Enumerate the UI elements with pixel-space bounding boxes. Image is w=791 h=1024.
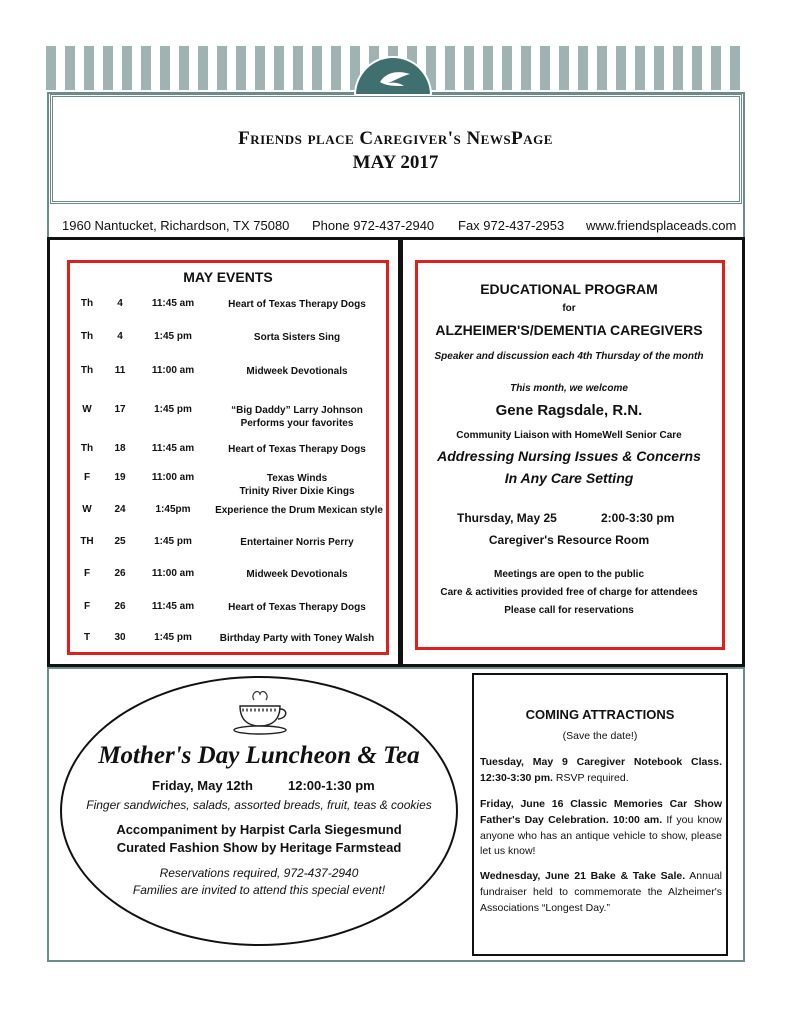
event-day: Th bbox=[80, 365, 94, 376]
event-name: Texas Winds bbox=[266, 473, 328, 484]
program-note-public: Meetings are open to the public bbox=[493, 569, 644, 580]
luncheon-fashion: Curated Fashion Show by Heritage Farmstead bbox=[116, 840, 402, 855]
event-name: Midweek Devotionals bbox=[246, 366, 348, 377]
coming-item-car-show: Friday, June 16 Classic Memories Car Show Father's Day Celebration. 10:00 am. If you know anyone who has an antique vehicle to show, please let us know! bbox=[480, 798, 723, 858]
event-name-line2: Trinity River Dixie Kings bbox=[239, 486, 355, 497]
event-name: Heart of Texas Therapy Dogs bbox=[228, 299, 366, 310]
events-red-box bbox=[67, 260, 389, 655]
teacup-icon bbox=[228, 686, 292, 738]
program-time: 2:00-3:30 pm bbox=[601, 511, 675, 525]
event-time: 1:45 pm bbox=[154, 536, 192, 547]
luncheon-families: Families are invited to attend this special event! bbox=[132, 883, 386, 897]
section-divider bbox=[47, 667, 745, 669]
event-name: Experience the Drum Mexican style bbox=[215, 505, 383, 516]
topic-line1: Addressing Nursing Issues & Concerns bbox=[437, 448, 701, 464]
event-day: T bbox=[83, 632, 91, 643]
luncheon-accompaniment: Accompaniment by Harpist Carla Siegesmund bbox=[116, 822, 402, 837]
event-time: 1:45 pm bbox=[154, 632, 192, 643]
program-location: Caregiver's Resource Room bbox=[488, 533, 650, 547]
event-name: Heart of Texas Therapy Dogs bbox=[228, 602, 366, 613]
contact-address: 1960 Nantucket, Richardson, TX 75080 bbox=[62, 218, 290, 233]
program-note-care: Care & activities provided free of charge for attendees bbox=[440, 587, 698, 598]
event-time: 11:00 am bbox=[151, 568, 195, 579]
event-row bbox=[72, 472, 390, 500]
event-date: 4 bbox=[117, 298, 123, 309]
newsletter-month: MAY 2017 bbox=[352, 152, 439, 173]
event-time: 11:00 am bbox=[151, 472, 195, 483]
event-row bbox=[72, 404, 390, 432]
event-time: 11:45 am bbox=[151, 601, 195, 612]
event-date: 4 bbox=[117, 331, 123, 342]
education-subheading: ALZHEIMER'S/DEMENTIA CAREGIVERS bbox=[435, 322, 703, 338]
event-day: Th bbox=[80, 298, 94, 309]
topic-line2: In Any Care Setting bbox=[504, 470, 634, 486]
event-date: 18 bbox=[114, 443, 126, 454]
program-date: Thursday, May 25 bbox=[457, 511, 557, 525]
event-name: Heart of Texas Therapy Dogs bbox=[228, 444, 366, 455]
feather-icon bbox=[378, 68, 412, 88]
event-time: 11:45 am bbox=[151, 443, 195, 454]
contact-fax: Fax 972-437-2953 bbox=[458, 218, 565, 233]
event-day: TH bbox=[80, 536, 94, 547]
event-time: 1:45 pm bbox=[154, 331, 192, 342]
event-time: 11:00 am bbox=[151, 365, 195, 376]
luncheon-date: Friday, May 12th bbox=[152, 778, 253, 793]
luncheon-menu: Finger sandwiches, salads, assorted breads, fruit, teas & cookies bbox=[86, 798, 432, 812]
coming-item-bake-sale: Wednesday, June 21 Bake & Take Sale. Annual fundraiser held to commemorate the Alzheimer's Associations “Longest Day.” bbox=[480, 870, 722, 914]
luncheon-title: Mother's Day Luncheon & Tea bbox=[98, 742, 420, 769]
contact-phone: Phone 972-437-2940 bbox=[312, 218, 435, 233]
event-name: “Big Daddy” Larry Johnson bbox=[231, 405, 363, 416]
event-date: 30 bbox=[114, 632, 126, 643]
event-name-line2: Performs your favorites bbox=[240, 418, 354, 429]
contact-website[interactable]: www.friendsplaceads.com bbox=[586, 218, 737, 233]
coming-item-notebook-class: Tuesday, May 9 Caregiver Notebook Class. 12:30-3:30 pm. RSVP required. bbox=[480, 756, 722, 784]
event-name: Sorta Sisters Sing bbox=[253, 332, 341, 343]
event-time: 11:45 am bbox=[151, 298, 195, 309]
luncheon-time: 12:00-1:30 pm bbox=[288, 778, 375, 793]
newsletter-title: Friends place Caregiver's NewsPage bbox=[238, 128, 553, 149]
coming-subtitle: (Save the date!) bbox=[562, 730, 638, 742]
speaker-name: Gene Ragsdale, R.N. bbox=[495, 402, 643, 419]
program-note-reservations: Please call for reservations bbox=[504, 605, 634, 616]
luncheon-reservations: Reservations required, 972-437-2940 bbox=[159, 866, 359, 880]
event-day: Th bbox=[80, 443, 94, 454]
education-schedule: Speaker and discussion each 4th Thursday of the month bbox=[434, 351, 704, 362]
speaker-affiliation: Community Liaison with HomeWell Senior Care bbox=[456, 430, 682, 441]
event-date: 19 bbox=[114, 472, 126, 483]
event-time: 1:45 pm bbox=[154, 404, 192, 415]
event-date: 17 bbox=[114, 404, 126, 415]
event-date: 24 bbox=[114, 504, 126, 515]
education-welcome: This month, we welcome bbox=[510, 383, 628, 394]
event-date: 25 bbox=[114, 536, 126, 547]
event-day: F bbox=[83, 601, 91, 612]
event-date: 26 bbox=[114, 601, 126, 612]
event-day: Th bbox=[80, 331, 94, 342]
education-for: for bbox=[562, 303, 576, 314]
event-day: F bbox=[83, 472, 91, 483]
event-day: F bbox=[83, 568, 91, 579]
event-name: Midweek Devotionals bbox=[246, 569, 348, 580]
event-day: W bbox=[82, 404, 92, 415]
event-name: Birthday Party with Toney Walsh bbox=[219, 633, 375, 644]
event-name: Entertainer Norris Perry bbox=[240, 537, 354, 548]
may-events-title: MAY EVENTS bbox=[183, 269, 273, 285]
event-day: W bbox=[82, 504, 92, 515]
event-time: 1:45pm bbox=[155, 504, 191, 515]
education-heading: EDUCATIONAL PROGRAM bbox=[480, 281, 658, 297]
coming-title: COMING ATTRACTIONS bbox=[525, 707, 675, 722]
event-date: 11 bbox=[114, 365, 126, 376]
event-date: 26 bbox=[114, 568, 126, 579]
